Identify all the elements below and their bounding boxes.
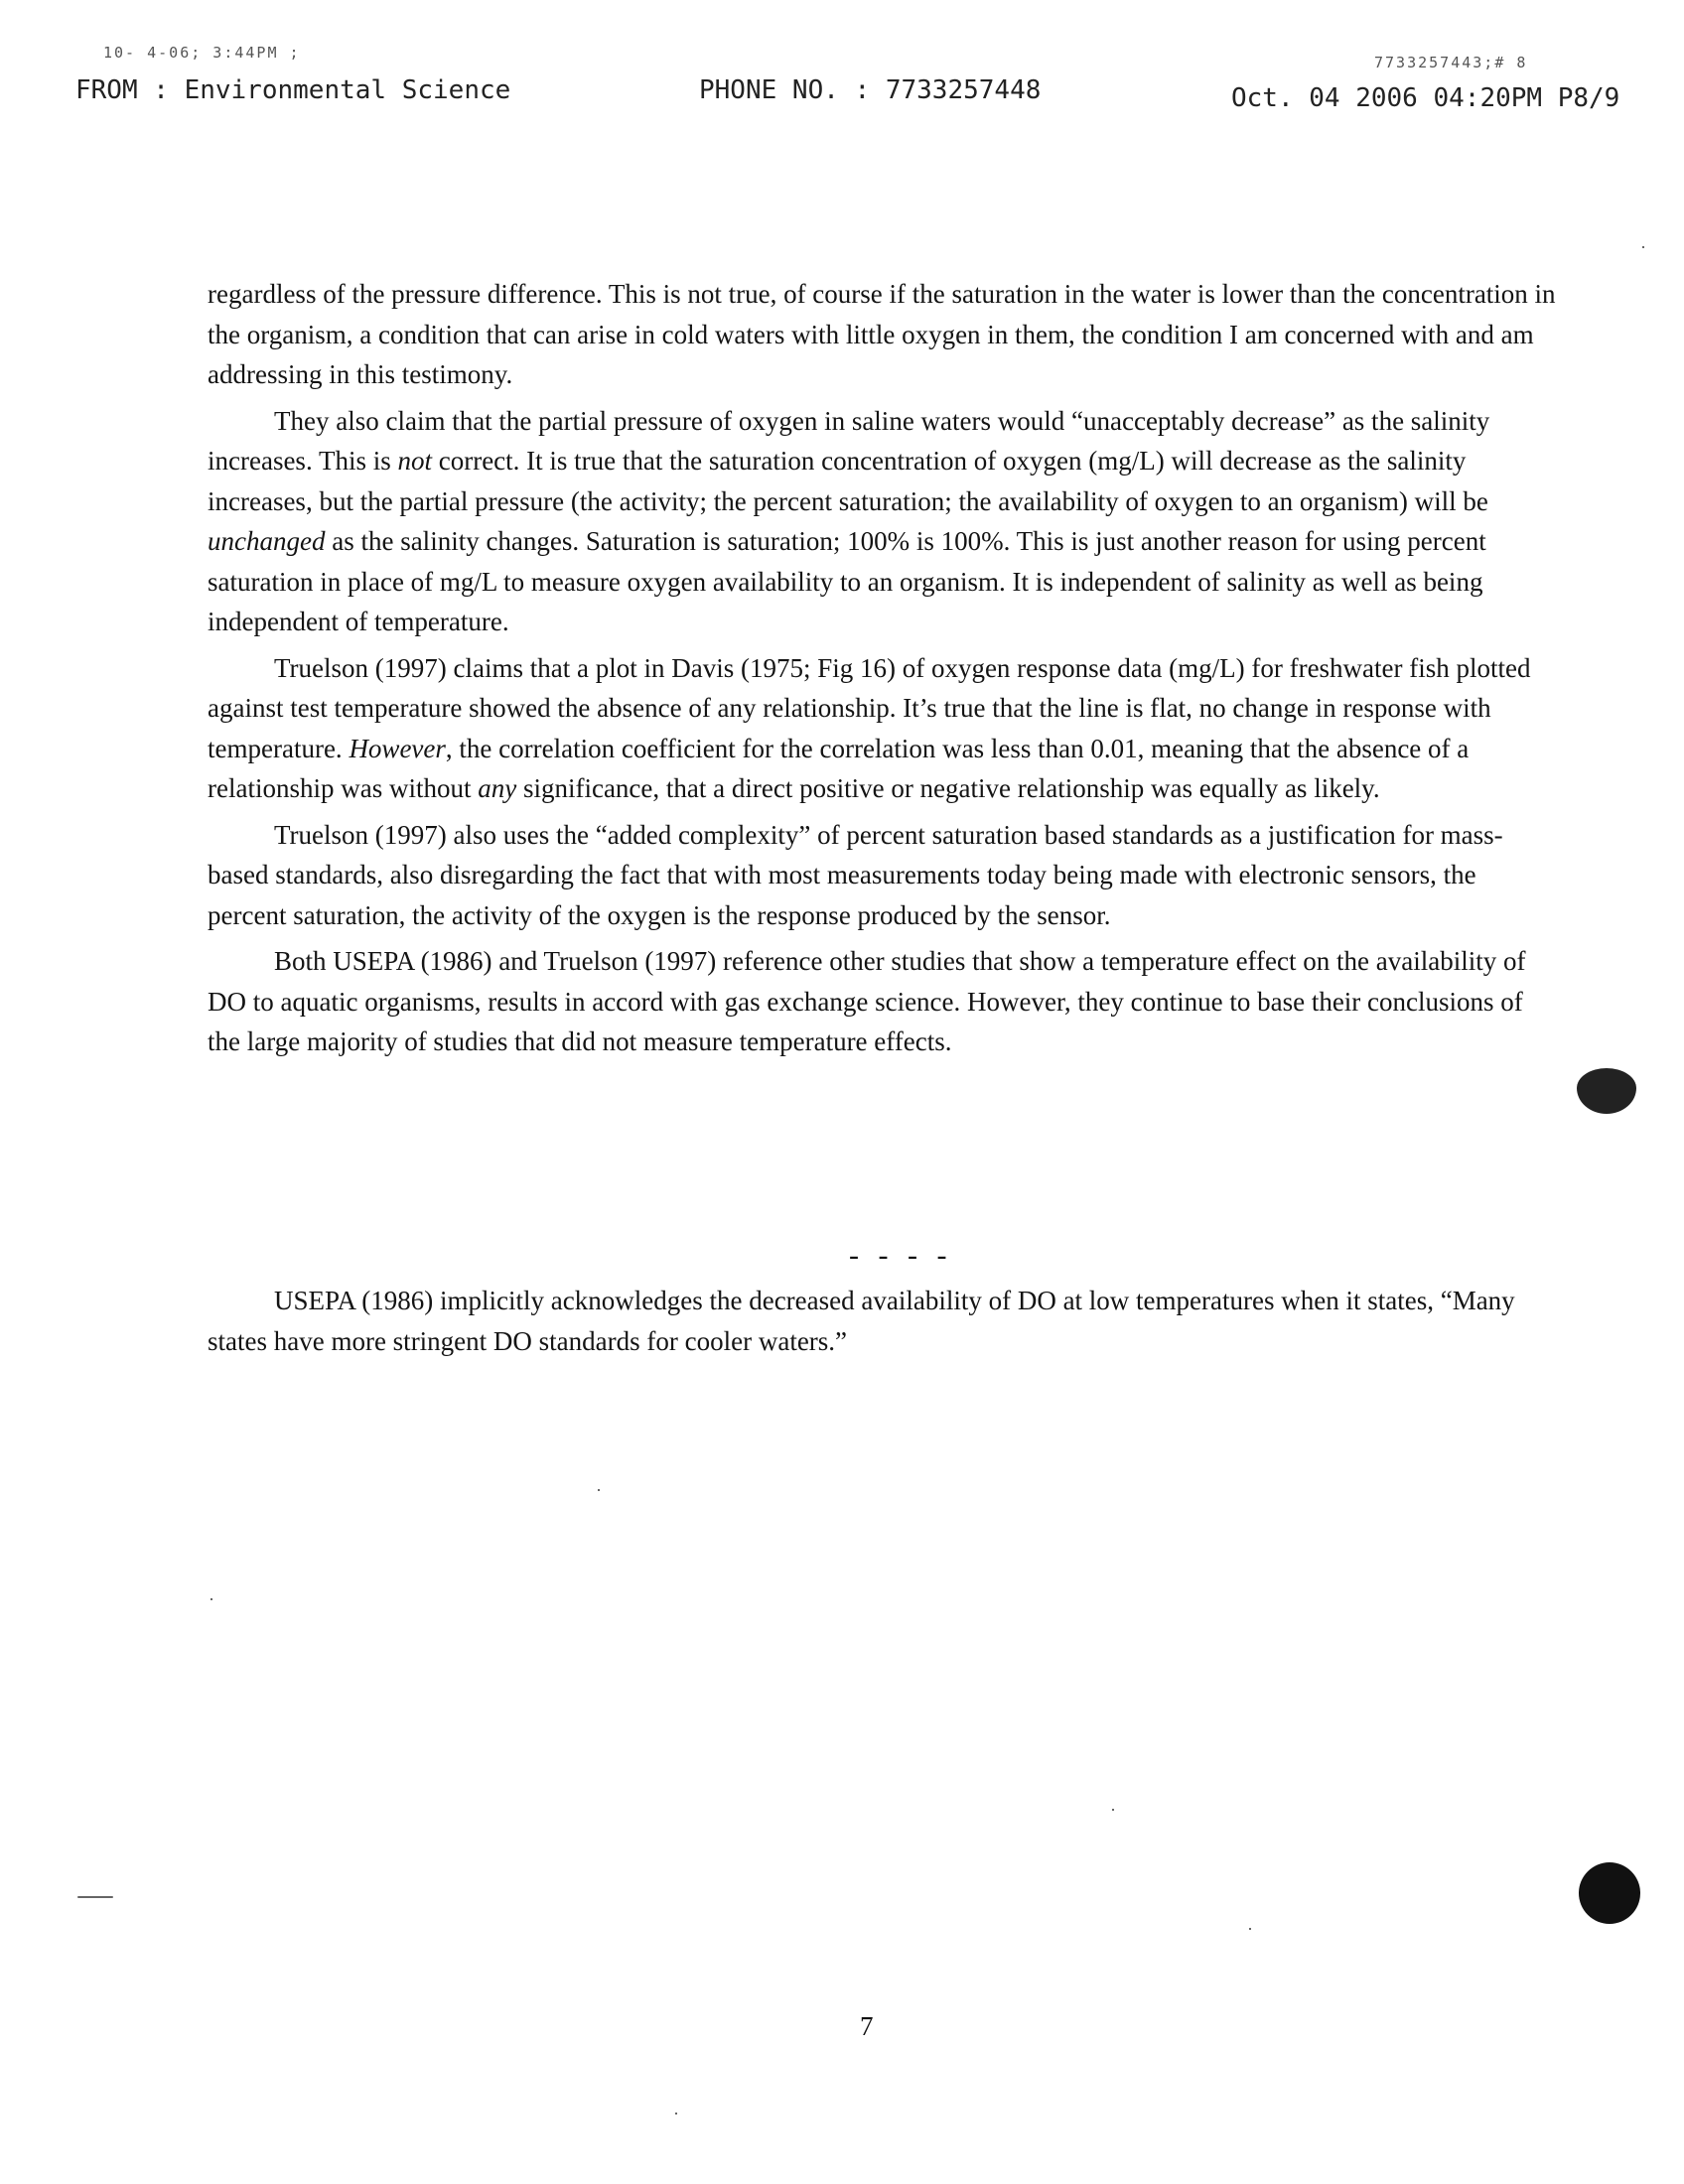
paragraph-complexity xyxy=(208,815,1558,936)
fax-datetime-line: Oct. 04 2006 04:20PM P8/9 xyxy=(1231,83,1620,113)
fax-from-line: FROM : Environmental Science xyxy=(75,75,511,105)
fax-phone-line: PHONE NO. : 7733257448 xyxy=(699,75,1042,105)
binder-hole-mark xyxy=(1579,1862,1640,1924)
emphasis-text: not xyxy=(397,446,432,476)
paragraph-text: Both USEPA (1986) and Truelson (1997) reference other studies that show a temperature effect on the availability of DO to aquatic organisms, results in accord with gas exchange science. However, they continue to base their conclusions of the large majority of studies that did not measure temperature effects. xyxy=(208,946,1526,1056)
scan-speck xyxy=(1249,1928,1251,1930)
page-number: 7 xyxy=(860,2011,874,2041)
paragraph-continuation xyxy=(208,274,1558,395)
scan-speck xyxy=(1112,1809,1114,1811)
document-body xyxy=(208,274,1558,1068)
binder-hole-mark xyxy=(1577,1062,1636,1114)
scan-speck xyxy=(1642,246,1644,248)
scan-speck xyxy=(598,1489,600,1491)
section-separator: - - - - xyxy=(849,1239,953,1272)
paragraph-closing xyxy=(208,1281,1558,1361)
scan-speck xyxy=(77,1896,113,1898)
paragraph-text: correct. It is true that the saturation concentration of oxygen (mg/L) will decrease as the salinity increases, but the partial pressure (the activity; the percent saturation; the availability of oxygen to an organism) will be xyxy=(208,446,1488,516)
paragraph-text: significance, that a direct positive or negative relationship was equally as likely. xyxy=(516,773,1380,803)
paragraph-text: regardless of the pressure difference. This is not true, of course if the saturation in the water is lower than the concentration in the organism, a condition that can arise in cold waters with little oxygen in them, the condition I am concerned with and am addressing in this testimony. xyxy=(208,279,1556,389)
paragraph-temperature-studies xyxy=(208,941,1558,1062)
fax-receive-stamp: 7733257443;# 8 xyxy=(1374,54,1528,71)
paragraph-davis-plot xyxy=(208,648,1558,809)
scan-speck xyxy=(675,2113,677,2115)
paragraph-text: USEPA (1986) implicitly acknowledges the decreased availability of DO at low temperatures when it states, “Many states have more stringent DO standards for cooler waters.” xyxy=(208,1286,1515,1356)
paragraph-text: Truelson (1997) also uses the “added complexity” of percent saturation based standards as a justification for mass-based standards, also disregarding the fact that with most measurements today being made with electronic sensors, the percent saturation, the activity of the oxygen is the response produced by the sensor. xyxy=(208,819,1503,930)
emphasis-text: However xyxy=(349,733,446,763)
scan-speck xyxy=(210,1598,212,1600)
fax-transmit-stamp: 10- 4-06; 3:44PM ; xyxy=(103,44,301,62)
paragraph-text: They also claim that the partial pressure of oxygen in saline waters would “unacceptably decrease” as the salinity increases. This is xyxy=(208,405,1490,476)
paragraph-text: as the salinity changes. Saturation is saturation; 100% is 100%. This is just another reason for using percent saturation in place of mg/L to measure oxygen availability to an organism. It is independent of salinity as well as being independent of temperature. xyxy=(208,526,1486,636)
emphasis-text: unchanged xyxy=(208,526,326,556)
emphasis-text: any xyxy=(478,773,517,803)
paragraph-text: , the correlation coefficient for the correlation was less than 0.01, meaning that the absence of a relationship was without xyxy=(208,733,1470,803)
paragraph-salinity xyxy=(208,401,1558,642)
paragraph-text: Truelson (1997) claims that a plot in Davis (1975; Fig 16) of oxygen response data (mg/L) for freshwater fish plotted against test temperature showed the absence of any relationship. It’s true that the line is flat, no change in response with temperature. xyxy=(208,652,1531,763)
closing-paragraph xyxy=(208,1281,1558,1367)
